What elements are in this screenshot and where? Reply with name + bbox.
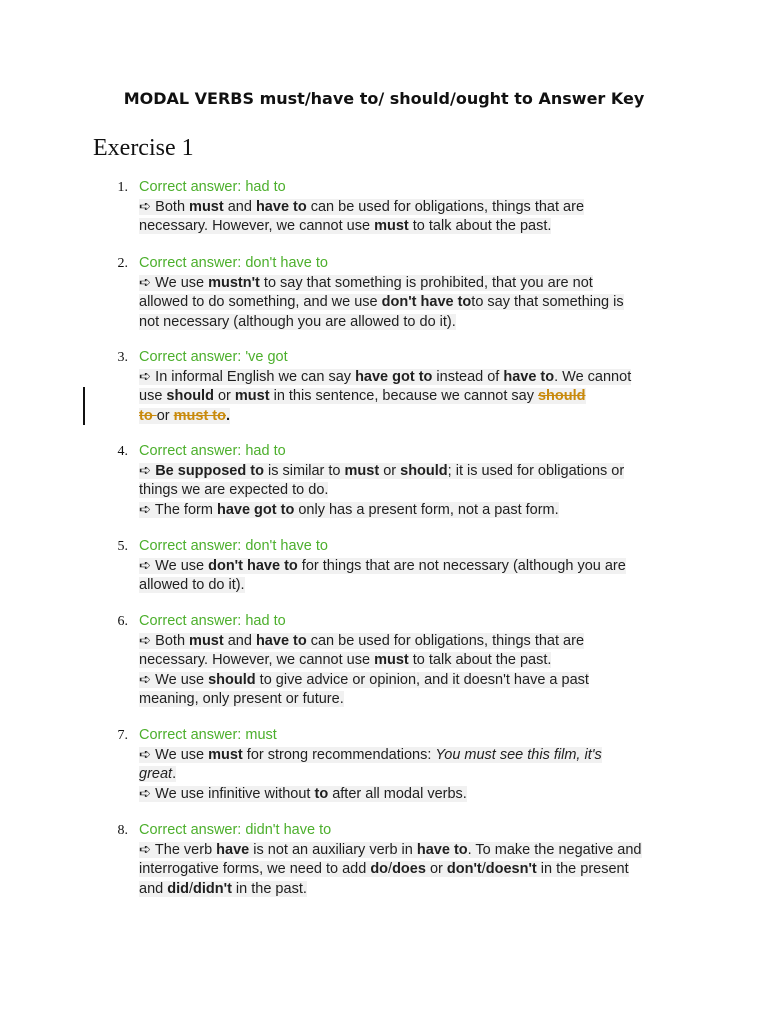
bold-term: have to (255, 198, 307, 215)
explanation-text (139, 558, 626, 574)
explanation-text (139, 218, 551, 234)
explanation-text (139, 482, 328, 498)
text-segment: ➪ Both (139, 198, 190, 215)
bold-term: must (189, 198, 224, 215)
struck-suggestion: to (139, 407, 157, 424)
explanation (139, 198, 679, 237)
text-segment: or (156, 407, 174, 424)
explanation-line (139, 274, 679, 294)
bold-term: did (167, 880, 189, 897)
text-segment: only has a present form, not a past form. (294, 501, 559, 518)
bold-term: have to (255, 632, 307, 649)
explanation-line (139, 293, 679, 313)
correct-answer: Correct answer: must (139, 727, 277, 743)
text-segment: things we are expected to do. (139, 482, 329, 498)
text-segment: instead of (432, 368, 504, 385)
answer-body (139, 442, 679, 520)
explanation-text (139, 747, 602, 763)
bold-term: do (370, 861, 389, 877)
text-segment: or (379, 462, 401, 479)
explanation-text (139, 652, 551, 668)
bold-term: must (208, 746, 243, 763)
explanation-line (139, 651, 679, 671)
text-segment: ➪ Both (139, 632, 190, 649)
text-segment: to talk about the past. (408, 652, 552, 668)
explanation-text (139, 672, 589, 688)
answer-body (139, 348, 679, 426)
text-segment: and (139, 880, 168, 897)
explanation-text (139, 881, 307, 897)
text-segment: ➪ We use infinitive without (139, 785, 315, 802)
correct-answer: Correct answer: had to (139, 613, 286, 629)
item-number: 3. (117, 350, 128, 365)
bold-term: don't (446, 861, 482, 877)
correct-answer: Correct answer: had to (139, 443, 286, 459)
explanation (139, 274, 679, 333)
explanation-text (139, 691, 344, 707)
bold-term: doesn't (485, 861, 537, 877)
text-segment: and (223, 632, 256, 649)
text-segment: is similar to (263, 462, 345, 479)
text-segment: ➪ We use (139, 746, 209, 763)
bold-term: don't have to (208, 557, 298, 574)
explanation-text (139, 408, 230, 424)
text-segment: interrogative forms, we need to add (139, 861, 371, 877)
explanation-text (139, 369, 631, 385)
explanation-text (139, 199, 584, 215)
text-segment: ➪ The form (139, 501, 217, 518)
explanation-line (139, 880, 679, 900)
text-segment: is not an auxiliary verb in (249, 841, 417, 858)
explanation-text (139, 502, 559, 518)
explanation-line (139, 785, 679, 805)
explanation-line (139, 671, 679, 691)
exercise-heading: Exercise 1 (93, 135, 194, 161)
explanation-line (139, 765, 679, 785)
explanation-text (139, 786, 467, 802)
text-segment: allowed to do something, and we use (139, 294, 382, 310)
text-segment: ➪ We use (139, 557, 209, 574)
text-segment: and (223, 198, 256, 215)
explanation-line (139, 557, 679, 577)
text-segment: ➪ (139, 462, 156, 479)
text-segment: allowed to do it). (139, 577, 245, 593)
item-number: 4. (117, 444, 128, 459)
struck-suggestion: should (537, 388, 586, 404)
explanation-line (139, 860, 679, 880)
item-number: 2. (117, 256, 128, 271)
text-segment: or (425, 861, 447, 877)
bold-term: have (216, 841, 250, 858)
explanation-line (139, 217, 679, 237)
explanation-line (139, 313, 679, 333)
explanation-text (139, 388, 586, 404)
text-segment: for strong recommendations: (242, 746, 436, 763)
text-segment: to say that something is (471, 294, 624, 310)
answer-body (139, 178, 679, 237)
text-segment: can be used for obligations, things that are (306, 198, 585, 215)
bold-term: must (189, 632, 224, 649)
bold-term: to (314, 785, 329, 802)
bold-term: have got to (355, 368, 433, 385)
text-segment: in the present (536, 861, 629, 877)
bold-term: didn't (193, 880, 232, 897)
correct-answer: Correct answer: don't have to (139, 538, 328, 554)
answer-body (139, 821, 679, 899)
explanation-text (139, 294, 624, 310)
explanation-text (139, 463, 624, 479)
answer-body (139, 537, 679, 596)
italic-example: great (139, 766, 173, 782)
text-segment: to talk about the past. (408, 218, 552, 234)
bold-term: does (392, 861, 426, 877)
explanation-text (139, 861, 629, 877)
text-segment: in the past. (231, 880, 307, 897)
answer-body (139, 254, 679, 332)
text-segment: for things that are not necessary (although you are (297, 557, 626, 574)
bold-term: must (374, 652, 409, 668)
explanation-text (139, 275, 593, 291)
explanation-line (139, 368, 679, 388)
text-segment: ➪ In informal English we can say (139, 368, 356, 385)
text-segment: necessary. However, we cannot use (139, 652, 375, 668)
document-title: MODAL VERBS must/have to/ should/ought to Answer Key (123, 89, 645, 108)
bold-term: should (400, 462, 448, 479)
text-segment: ➪ We use (139, 274, 209, 291)
text-segment: to say that something is prohibited, that you are not (259, 274, 593, 291)
explanation-text (139, 577, 245, 593)
text-segment: ➪ The verb (139, 841, 217, 858)
text-segment: necessary. However, we cannot use (139, 218, 375, 234)
bold-term: must (344, 462, 380, 479)
bold-term: should (208, 671, 256, 688)
text-segment: meaning, only present or future. (139, 691, 344, 707)
text-segment: . (172, 766, 177, 782)
explanation-text (139, 633, 584, 649)
bold-term: have to (503, 368, 555, 385)
answer-body (139, 612, 679, 710)
explanation-text (139, 842, 642, 858)
text-segment: . We cannot (554, 368, 632, 385)
text-cursor (83, 387, 85, 425)
explanation-line (139, 690, 679, 710)
explanation (139, 557, 679, 596)
explanation-line (139, 462, 679, 482)
explanation (139, 632, 679, 710)
text-segment: after all modal verbs. (328, 785, 467, 802)
explanation-text (139, 314, 456, 330)
bold-term: have to (416, 841, 468, 858)
explanation-line (139, 198, 679, 218)
text-segment: to give advice or opinion, and it doesn't have a past (255, 671, 589, 688)
text-segment: use (139, 388, 167, 404)
text-segment: can be used for obligations, things that are (306, 632, 585, 649)
item-number: 8. (117, 823, 128, 838)
bold-term: mustn't (208, 274, 260, 291)
text-segment: not necessary (although you are allowed to do it). (139, 313, 456, 330)
explanation-line (139, 632, 679, 652)
bold-term: . (226, 407, 231, 424)
explanation-line (139, 841, 679, 861)
explanation (139, 368, 679, 427)
answer-body (139, 726, 679, 804)
correct-answer: Correct answer: don't have to (139, 255, 328, 271)
text-segment: ; it is used for obligations or (447, 462, 625, 479)
correct-answer: Correct answer: didn't have to (139, 822, 332, 838)
explanation-line (139, 501, 679, 521)
bold-term: should (166, 388, 214, 404)
item-number: 5. (117, 539, 128, 554)
bold-term: must (234, 388, 270, 404)
explanation-line (139, 481, 679, 501)
text-segment: / (388, 861, 393, 877)
text-segment: / (481, 861, 486, 877)
explanation (139, 841, 679, 900)
correct-answer: Correct answer: 've got (139, 349, 288, 365)
text-segment: in this sentence, because we cannot say (269, 388, 538, 404)
explanation (139, 462, 679, 521)
text-segment: . To make the negative and (467, 841, 642, 858)
text-segment: / (188, 880, 194, 897)
explanation-text (139, 766, 176, 782)
item-number: 7. (117, 728, 128, 743)
bold-term: Be supposed to (155, 462, 264, 479)
text-segment: ➪ We use (139, 671, 209, 688)
bold-term: have got to (216, 501, 295, 518)
explanation-line (139, 746, 679, 766)
text-segment: or (213, 388, 235, 404)
item-number: 1. (117, 180, 128, 195)
item-number: 6. (117, 614, 128, 629)
explanation-line (139, 576, 679, 596)
bold-term: must (374, 218, 409, 234)
struck-suggestion: must to (173, 407, 226, 424)
italic-example: You must see this film, it's (435, 746, 602, 763)
explanation-line (139, 387, 679, 407)
explanation-line (139, 407, 679, 427)
bold-term: don't have to (381, 294, 472, 310)
explanation (139, 746, 679, 805)
correct-answer: Correct answer: had to (139, 179, 286, 195)
